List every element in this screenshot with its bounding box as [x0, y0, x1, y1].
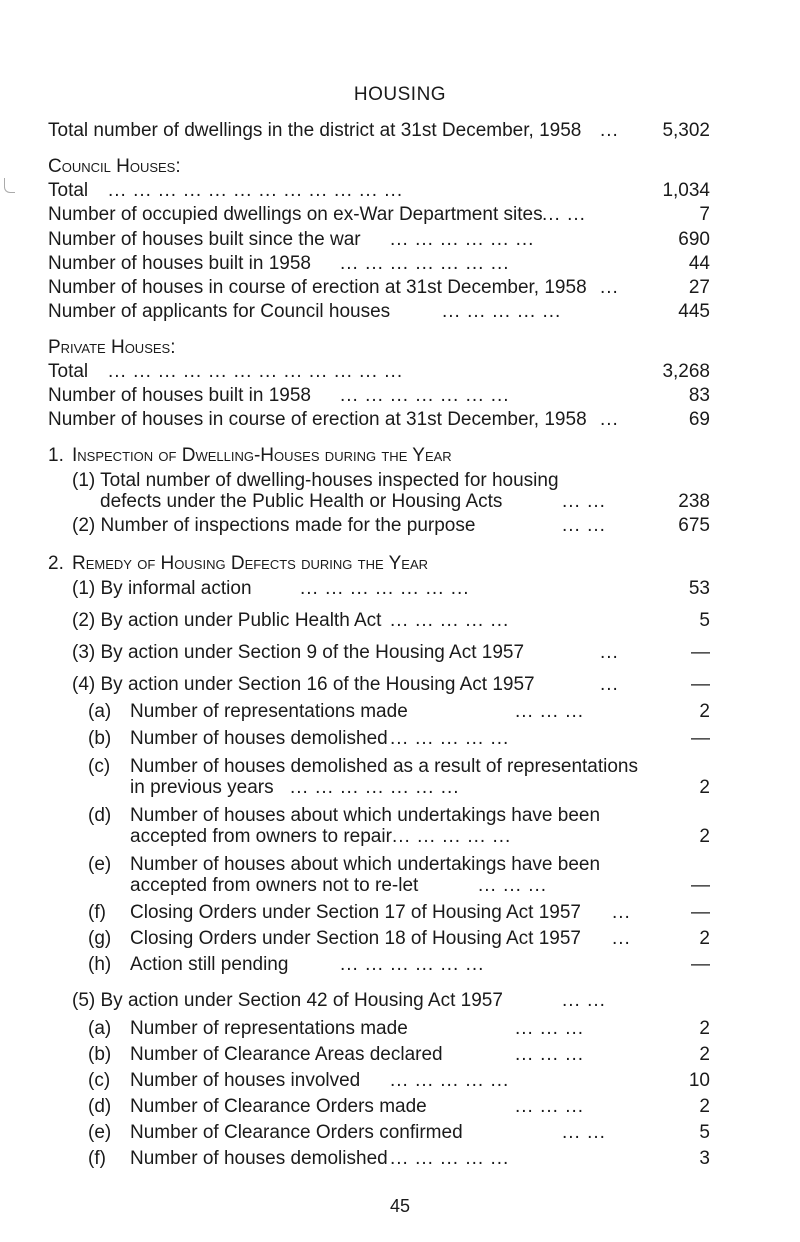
- item-letter: (c): [88, 1070, 111, 1091]
- value: 2: [699, 1044, 710, 1065]
- leader-dots: ... ... ... ... ...: [390, 610, 510, 631]
- section-title: Inspection of Dwelling-Houses during the Year: [72, 445, 452, 466]
- section-heading-council: [0, 155, 800, 179]
- value: 238: [678, 491, 710, 512]
- row-s2-2: [0, 609, 800, 633]
- label: Number of houses built since the war: [48, 229, 361, 250]
- leader-dots: ...: [600, 120, 619, 141]
- leader-dots: ...: [612, 928, 631, 949]
- row-private-built-1958: [0, 384, 800, 408]
- row-council-ex-war: [0, 203, 800, 227]
- value: —: [691, 728, 710, 749]
- section-title: Remedy of Housing Defects during the Year: [72, 553, 429, 574]
- value: 2: [699, 701, 710, 722]
- section-heading-private: [0, 336, 800, 360]
- leader-dots: ... ... ...: [478, 875, 548, 896]
- leader-dots: ... ...: [562, 491, 606, 512]
- value: 690: [678, 229, 710, 250]
- value: 27: [688, 277, 710, 298]
- row-council-since-war: [0, 228, 800, 252]
- label: (1) By informal action: [72, 578, 252, 599]
- label: Number of houses about which undertakings have been: [130, 805, 601, 826]
- row-s2-5b: [0, 1043, 800, 1067]
- row-s2-4a: [0, 700, 800, 724]
- leader-dots: ...: [600, 277, 619, 298]
- label: Number of Clearance Areas declared: [130, 1044, 443, 1065]
- value: 2: [699, 777, 710, 798]
- leader-dots: ... ... ... ... ...: [442, 301, 562, 322]
- label: Number of houses built in 1958: [48, 253, 311, 274]
- item-letter: (e): [88, 854, 112, 875]
- row-s2-4c-cont: [0, 776, 800, 800]
- row-s2-4g: [0, 927, 800, 951]
- value: 2: [699, 1018, 710, 1039]
- row-s2-5a: [0, 1017, 800, 1041]
- label: Number of houses demolished: [130, 728, 388, 749]
- value: 5,302: [662, 120, 710, 141]
- label: accepted from owners to repair: [130, 826, 392, 847]
- row-s2-5c: [0, 1069, 800, 1093]
- leader-dots: ... ... ...: [515, 701, 585, 722]
- section-number: 1.: [48, 445, 64, 466]
- item-letter: (h): [88, 954, 112, 975]
- label: Number of Clearance Orders made: [130, 1096, 427, 1117]
- section-number: 2.: [48, 553, 64, 574]
- row-s2-5f: [0, 1147, 800, 1171]
- row-council-applicants: [0, 300, 800, 324]
- label: Closing Orders under Section 17 of Housing Act 1957: [130, 902, 581, 923]
- value: 2: [699, 928, 710, 949]
- label: Action still pending: [130, 954, 289, 975]
- item-letter: (c): [88, 756, 111, 777]
- label: Number of houses about which undertakings have been: [130, 854, 601, 875]
- value: 3: [699, 1148, 710, 1169]
- leader-dots: ... ...: [542, 204, 586, 225]
- row-s1-item2: [0, 514, 800, 538]
- row-s1-item1-cont: [0, 490, 800, 514]
- leader-dots: ...: [600, 674, 619, 695]
- label: Number of houses in course of erection at 31st December, 1958: [48, 277, 587, 298]
- label: Closing Orders under Section 18 of Housing Act 1957: [130, 928, 581, 949]
- label: accepted from owners not to re-let: [130, 875, 419, 896]
- label: Number of houses built in 1958: [48, 385, 311, 406]
- section2-heading: [0, 552, 800, 576]
- heading-text: Private Houses:: [48, 337, 176, 358]
- leader-dots: ... ...: [562, 990, 606, 1011]
- leader-dots: ... ... ... ... ... ... ... ... ... ... ... ...: [108, 361, 404, 382]
- leader-dots: ... ... ... ... ...: [390, 728, 510, 749]
- leader-dots: ... ... ... ... ...: [390, 1070, 510, 1091]
- value: 44: [688, 253, 710, 274]
- label: in previous years: [130, 777, 274, 798]
- label: Number of Clearance Orders confirmed: [130, 1122, 463, 1143]
- row-council-in-course: [0, 276, 800, 300]
- leader-dots: ... ...: [562, 515, 606, 536]
- item-letter: (e): [88, 1122, 112, 1143]
- label: (3) By action under Section 9 of the Housing Act 1957: [72, 642, 525, 663]
- value: 2: [699, 826, 710, 847]
- heading-text: Council Houses:: [48, 156, 181, 177]
- value: —: [691, 902, 710, 923]
- value: 83: [688, 385, 710, 406]
- value: —: [691, 674, 710, 695]
- leader-dots: ...: [600, 409, 619, 430]
- value: 1,034: [662, 180, 710, 201]
- leader-dots: ... ... ... ... ... ... ...: [340, 253, 510, 274]
- label: Number of houses involved: [130, 1070, 361, 1091]
- item-letter: (f): [88, 902, 106, 923]
- label: Number of representations made: [130, 701, 408, 722]
- row-private-total: [0, 360, 800, 384]
- row-s2-1: [0, 577, 800, 601]
- value: —: [691, 642, 710, 663]
- leader-dots: ... ... ... ... ... ... ...: [300, 578, 470, 599]
- leader-dots: ... ... ...: [515, 1096, 585, 1117]
- label: Number of occupied dwellings on ex-War Department sites: [48, 204, 543, 225]
- value: 2: [699, 1096, 710, 1117]
- item-letter: (a): [88, 1018, 112, 1039]
- row-s2-4d-cont: [0, 825, 800, 849]
- leader-dots: ... ...: [562, 1122, 606, 1143]
- row-private-in-course: [0, 408, 800, 432]
- leader-dots: ...: [600, 642, 619, 663]
- row-s2-4b: [0, 727, 800, 751]
- value: 69: [688, 409, 710, 430]
- value: 3,268: [662, 361, 710, 382]
- page-number: 45: [389, 1196, 411, 1216]
- value: 445: [678, 301, 710, 322]
- row-s2-4h: [0, 953, 800, 977]
- leader-dots: ...: [612, 902, 631, 923]
- row-council-built-1958: [0, 252, 800, 276]
- label: Number of representations made: [130, 1018, 408, 1039]
- row-s2-5: [0, 989, 800, 1013]
- value: 5: [699, 1122, 710, 1143]
- label: Total: [48, 180, 89, 201]
- item-letter: (b): [88, 728, 112, 749]
- value: 675: [678, 515, 710, 536]
- label: Total: [48, 361, 89, 382]
- item-letter: (b): [88, 1044, 112, 1065]
- item-letter: (d): [88, 805, 112, 826]
- value: —: [691, 875, 710, 896]
- item-letter: (f): [88, 1148, 106, 1169]
- leader-dots: ... ... ...: [515, 1018, 585, 1039]
- row-s2-4f: [0, 901, 800, 925]
- value: 53: [688, 578, 710, 599]
- row-s2-4: [0, 673, 800, 697]
- leader-dots: ... ... ... ... ...: [390, 1148, 510, 1169]
- item-letter: (a): [88, 701, 112, 722]
- row-s2-5e: [0, 1121, 800, 1145]
- item-letter: (g): [88, 928, 112, 949]
- row-council-total: [0, 179, 800, 203]
- item-letter: (d): [88, 1096, 112, 1117]
- leader-dots: ... ... ...: [515, 1044, 585, 1065]
- label: (1) Total number of dwelling-houses inspected for housing: [72, 470, 559, 491]
- section1-heading: [0, 444, 800, 468]
- row-s2-5d: [0, 1095, 800, 1119]
- value: 7: [699, 204, 710, 225]
- label: Number of houses demolished as a result of representations: [130, 756, 638, 777]
- label: Number of houses in course of erection at 31st December, 1958: [48, 409, 587, 430]
- label: Number of applicants for Council houses: [48, 301, 391, 322]
- leader-dots: ... ... ... ... ... ...: [390, 229, 535, 250]
- leader-dots: ... ... ... ... ... ... ... ... ... ... ... ...: [108, 180, 404, 201]
- label: (5) By action under Section 42 of Housing Act 1957: [72, 990, 503, 1011]
- row-s2-4e-cont: [0, 874, 800, 898]
- label: defects under the Public Health or Housing Acts: [100, 491, 503, 512]
- row-s2-3: [0, 641, 800, 665]
- leader-dots: ... ... ... ... ... ... ...: [290, 777, 460, 798]
- row-total-dwellings: [0, 119, 800, 143]
- label: Number of houses demolished: [130, 1148, 388, 1169]
- label: (2) Number of inspections made for the purpose: [72, 515, 476, 536]
- page-title: HOUSING: [353, 84, 447, 105]
- leader-dots: ... ... ... ... ... ...: [340, 954, 485, 975]
- value: 10: [688, 1070, 710, 1091]
- leader-dots: ... ... ... ... ...: [392, 826, 512, 847]
- label: (2) By action under Public Health Act: [72, 610, 382, 631]
- leader-dots: ... ... ... ... ... ... ...: [340, 385, 510, 406]
- label: (4) By action under Section 16 of the Housing Act 1957: [72, 674, 535, 695]
- value: 5: [699, 610, 710, 631]
- value: —: [691, 954, 710, 975]
- label: Total number of dwellings in the district at 31st December, 1958: [48, 120, 582, 141]
